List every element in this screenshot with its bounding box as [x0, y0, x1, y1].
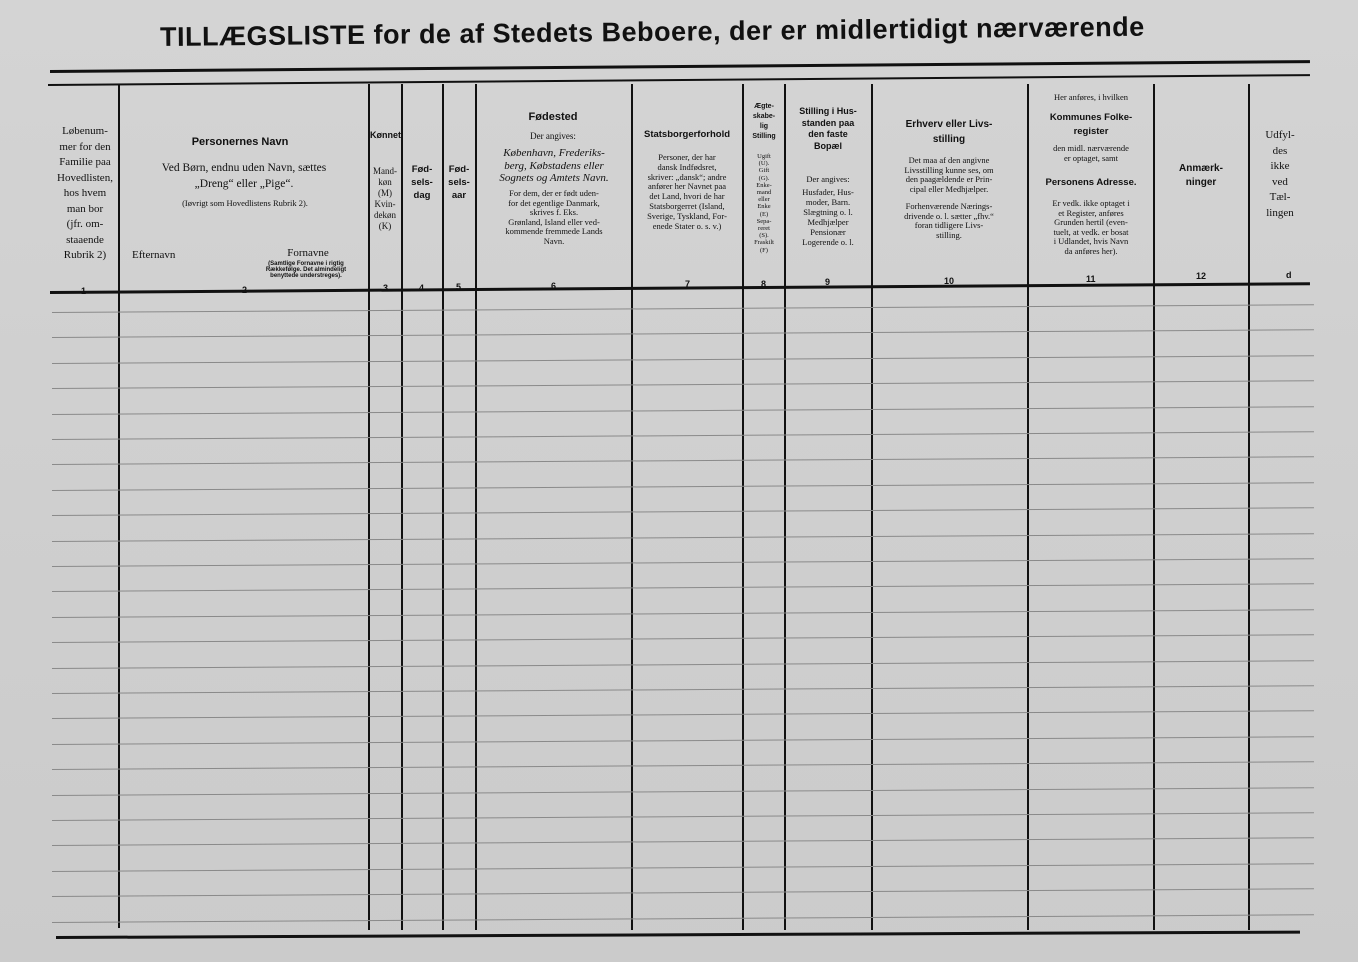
col2-note: (Iøvrigt som Hovedlistens Rubrik 2). — [182, 198, 308, 208]
column-divider — [442, 84, 444, 930]
column-divider — [118, 84, 120, 928]
entry-line — [52, 914, 1314, 923]
entry-line — [52, 863, 1314, 872]
top-rule — [50, 60, 1310, 73]
col-number: 1 — [81, 286, 87, 296]
col2-firstnames-note: (Samtlige Fornavne i rigtig Rækkefølge. Det almindeligt benyttede understreges). — [265, 261, 347, 279]
entry-line — [52, 634, 1314, 643]
column-divider — [871, 84, 873, 930]
col6-heading: Fødested — [528, 111, 578, 123]
entry-line — [52, 507, 1314, 516]
col9-text: Husfader, Hus- moder, Barn. Slægtning o. l. Medhjælper Pensionær Logerende o. l. — [802, 187, 854, 247]
col1-header: Løbenum- mer for den Familie paa Hovedlisten, hos hvem man bor (jfr. om- staaende Rubrik 2) — [57, 125, 113, 261]
col-number: 4 — [419, 283, 425, 293]
col10-text2: Forhenværende Nærings- drivende o. l. sætter „fhv.“ foran tidligere Livs- stilling. — [904, 201, 994, 240]
col-number: 7 — [685, 279, 691, 289]
form-title: TILLÆGSLISTE for de af Stedets Beboere, der er midlertidigt nærværende — [159, 11, 1145, 52]
col9-sub: Der angives: — [806, 174, 850, 184]
column-divider — [1153, 84, 1155, 930]
col-number: 6 — [551, 281, 557, 291]
entry-line — [52, 558, 1314, 567]
col-number: 5 — [456, 282, 462, 292]
col11-pre: Her anføres, i hvilken — [1053, 92, 1129, 102]
entry-line — [52, 685, 1314, 694]
col7-heading: Statsborgerforhold — [643, 129, 731, 140]
col6-text2: For dem, der er født uden- for det egentlige Danmark, skrives f. Eks. Grønland, Island eller ved- kommende fremmede Lands Navn. — [505, 188, 603, 246]
col-number: 10 — [944, 276, 955, 286]
col-number: 11 — [1086, 274, 1096, 284]
column-divider — [401, 84, 403, 930]
entry-line — [52, 355, 1314, 364]
col5-heading: Fød- sels- aar — [448, 164, 470, 201]
entry-line — [52, 812, 1314, 821]
entry-line — [52, 304, 1314, 313]
col-number: 3 — [383, 283, 389, 293]
col-number: 2 — [242, 285, 248, 295]
col7-text: Personer, der har dansk Indfødsret, skriver: „dansk“; andre anfører her Navnet paa det Land, hvori de har Statsborgerret (Island, Sverige, Tyskland, For- enede Stater o. s. v.) — [647, 152, 727, 231]
column-divider — [1027, 84, 1029, 930]
entry-line — [52, 380, 1314, 389]
entry-line — [52, 761, 1314, 770]
col11-heading: Kommunes Folke- register — [1049, 112, 1133, 137]
col11-text: Er vedk. ikke optaget i et Register, anføres Grunden hertil (even- tuelt, at vedk. er bosat i Udlandet, hvis Navn da anføres her). — [1052, 198, 1130, 256]
col-number: 12 — [1196, 271, 1207, 281]
entry-line — [52, 711, 1314, 720]
col-d-header: Udfyl- des ikke ved Tæl- lingen — [1265, 129, 1295, 219]
header-top-rule — [48, 74, 1310, 86]
header-bottom-rule — [50, 282, 1310, 294]
col9-heading: Stilling i Hus- standen paa den faste Bopæl — [799, 106, 857, 151]
column-divider — [475, 84, 477, 930]
entry-line — [52, 330, 1314, 339]
col8-heading: Ægte- skabe- lig Stilling — [752, 103, 776, 140]
col6-text: København, Frederiks- berg, Købstadens eller Sognets og Amtets Navn. — [499, 147, 609, 184]
entry-line — [52, 482, 1314, 491]
col10-text: Det maa af den angivne Livsstilling kunne ses, om den paagældende er Prin- cipal eller Medhjælper. — [904, 155, 994, 194]
col3-heading: Kønnet — [370, 130, 401, 140]
col2-heading: Personernes Navn — [191, 136, 289, 148]
col2-surname-label: Efternavn — [132, 249, 176, 261]
entry-line — [52, 736, 1314, 745]
entry-line — [52, 609, 1314, 618]
col3-text: Mand- køn (M) Kvin- dekøn (K) — [373, 166, 397, 231]
entry-line — [52, 787, 1314, 796]
entry-line — [52, 406, 1314, 415]
col10-heading: Erhverv eller Livs- stilling — [905, 119, 993, 145]
entry-line — [52, 888, 1314, 897]
col-number: 9 — [825, 277, 831, 287]
col-number: 8 — [761, 279, 767, 289]
entry-line — [52, 838, 1314, 847]
col11-heading2: Personens Adresse. — [1045, 177, 1137, 188]
col12-heading: Anmærk- ninger — [1179, 163, 1223, 188]
bottom-rule — [56, 931, 1300, 939]
entry-line — [52, 457, 1314, 466]
col4-heading: Fød- sels- dag — [411, 164, 433, 201]
entry-line — [52, 584, 1314, 593]
entry-line — [52, 533, 1314, 542]
entry-line — [52, 660, 1314, 669]
col11-sub: den midl. nærværende er optaget, samt — [1053, 143, 1129, 163]
col2-firstnames-label: Fornavne — [287, 247, 329, 259]
col6-sub: Der angives: — [530, 131, 576, 141]
entry-line — [52, 431, 1314, 440]
col2-text: Ved Børn, endnu uden Navn, sættes „Dreng“ eller „Pige“. — [161, 162, 327, 190]
col8-text: Ugift (U). Gift (G). Enke- mand eller Enke (E) Sepa- reret (S). Fraskilt (F) — [754, 153, 774, 254]
col-number: d — [1286, 270, 1292, 280]
